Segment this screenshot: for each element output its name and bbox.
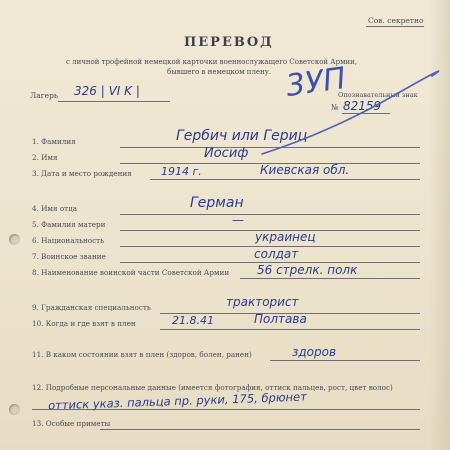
punch-hole-top — [9, 234, 20, 245]
value-surname: Гербич или Гериц — [176, 128, 308, 144]
subtitle-line-1: с личной трофейной немецкой карточки военнослужащего Советской Армии, — [66, 58, 358, 66]
value-condition: здоров — [292, 345, 337, 359]
value-profession: тракторист — [226, 295, 299, 309]
value-mother: — — [232, 213, 244, 227]
id-annotation: 3УП — [283, 61, 349, 105]
id-prefix: № — [331, 103, 339, 112]
value-personal-data: оттиск указ. пальца пр. руки, 175, брюнет — [47, 389, 308, 413]
camp-value: 326 | VI K | — [74, 84, 140, 98]
field-label-profession: 9. Гражданская специальность — [32, 303, 151, 312]
field-label-personal-data: 12. Подробные персональные данные (имеется фотография, оттиск пальцев, рост, цвет волос) — [32, 383, 393, 392]
value-rank: солдат — [254, 247, 299, 261]
value-birth-year: 1914 г. — [161, 165, 202, 178]
value-capture-date: 21.8.41 — [172, 314, 214, 327]
value-nationality: украинец — [255, 230, 316, 244]
punch-hole-bottom — [9, 404, 20, 415]
value-unit: 56 стрелк. полк — [257, 263, 358, 277]
field-label-father: 4. Имя отца — [32, 204, 78, 213]
secret-stamp: Сов. секретно — [368, 16, 424, 25]
field-label-birth: 3. Дата и место рождения — [32, 169, 132, 178]
camp-label: Лагерь — [30, 91, 58, 100]
field-label-surname: 1. Фамилия — [32, 137, 76, 146]
field-label-mother: 5. Фамилия матери — [32, 220, 106, 229]
value-birth-place: Киевская обл. — [260, 163, 350, 177]
value-name: Иосиф — [204, 146, 249, 161]
field-label-capture: 10. Когда и где взят в плен — [32, 319, 136, 328]
value-father: Герман — [190, 195, 244, 211]
document-title: ПЕРЕВОД — [184, 35, 274, 50]
field-label-unit: 8. Наименование воинской части Советской Армии — [32, 268, 230, 277]
field-label-condition: 11. В каком состоянии взят в плен (здоров, болен, ранен) — [32, 350, 252, 359]
field-label-rank: 7. Воинское звание — [32, 252, 106, 261]
id-label: Опознавательный знак — [338, 91, 418, 99]
field-label-nationality: 6. Национальность — [32, 236, 105, 245]
value-capture-place: Полтава — [254, 312, 307, 326]
id-value: 82159 — [343, 99, 382, 113]
subtitle-line-2: бывшего в немецком плену. — [167, 68, 272, 76]
field-label-features: 13. Особые приметы — [32, 419, 111, 428]
field-label-name: 2. Имя — [32, 153, 58, 162]
